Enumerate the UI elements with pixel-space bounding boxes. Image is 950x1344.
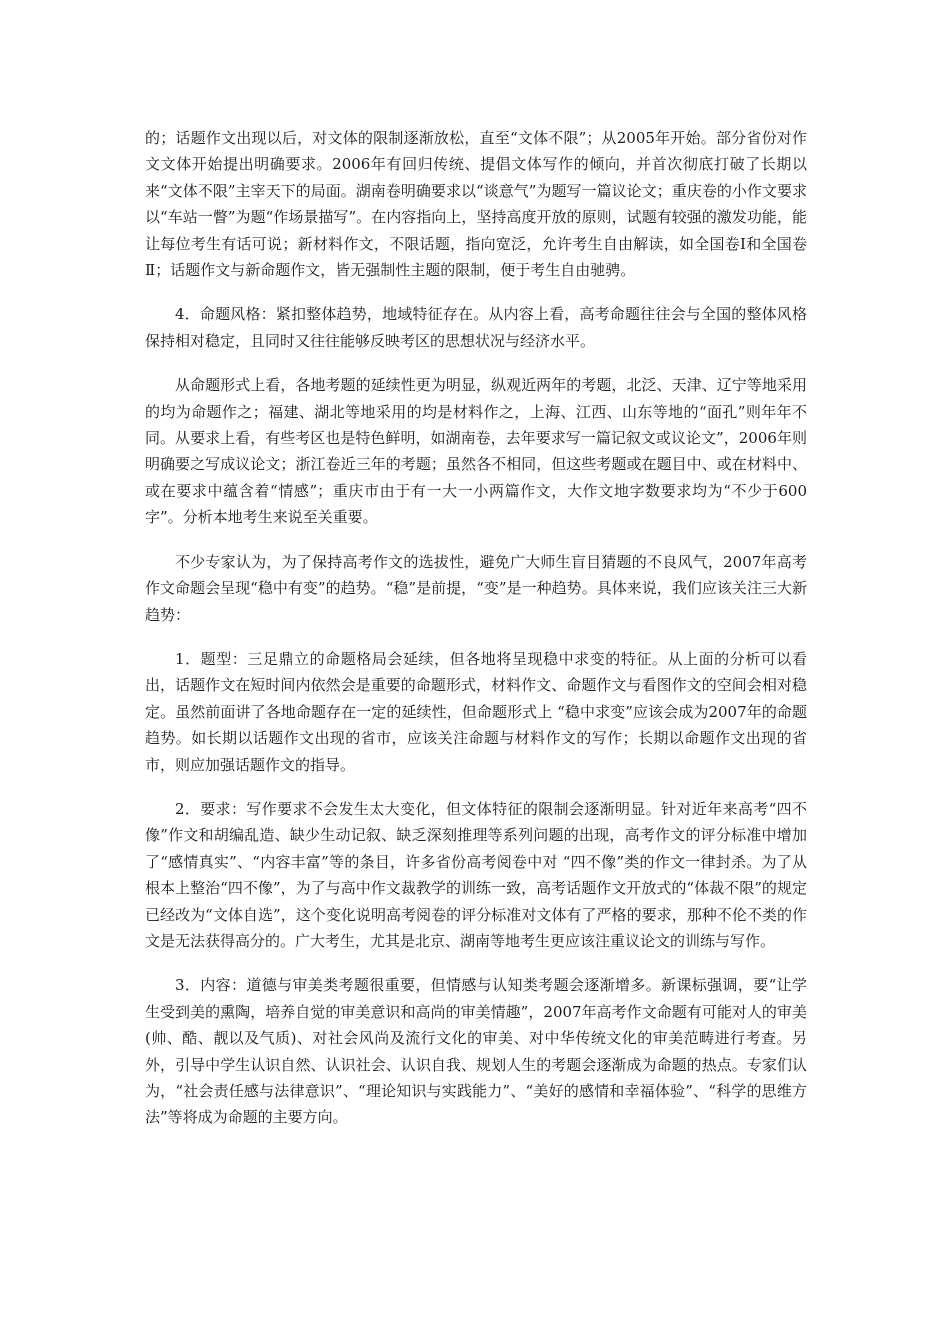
paragraph-trend-requirement: 2．要求：写作要求不会发生太大变化，但文体特征的限制会逐渐明显。针对近年来高考“四不像”作文和胡编乱造、缺少生动记叙、缺乏深刻推理等系列问题的出现，高考作文的评分标准中增加了“感情真实”、“内容丰富”等的条目，许多省份高考阅卷中对 “四不像”类的作文一律封杀。为了从根本上整治“四不像”，为了与高中作文裁教学的训练一致，高考话题作文开放式的“体裁不限”的规定已经改为“文体自选”，这个变化说明高考阅卷的评分标准对文体有了严格的要求，那种不伦不类的作文是无法获得高分的。广大考生，尤其是北京、湖南等地考生更应该注重议论文的训练与写作。 bbox=[145, 799, 807, 950]
paragraph-style-section: 4．命题风格：紧扣整体趋势，地域特征存在。从内容上看，高考命题往往会与全国的整体风格保持相对稳定，且同时又往往能够反映考区的思想状况与经济水平。 bbox=[145, 305, 807, 350]
paragraph-expert-opinion: 不少专家认为，为了保持高考作文的选拔性，避免广大师生盲目猜题的不良风气，2007年高考作文命题会呈现“稳中有变”的趋势。“稳”是前提，“变”是一种趋势。具体来说，我们应该关注三大新趋势： bbox=[145, 552, 807, 624]
paragraph-form-analysis: 从命题形式上看，各地考题的延续性更为明显，纵观近两年的考题，北泛、天津、辽宁等地采用的均为命题作之；福建、湖北等地采用的均是材料作之，上海、江西、山东等地的“面孔”则年年不同。从要求上看，有些考区也是特色鲜明，如湖南卷，去年要求写一篇记叙文或议论文”，2006年则明确要之写成议论文；浙江卷近三年的考题；虽然各不相同，但这些考题或在题目中、或在材料中、或在要求中蕴含着“情感”；重庆市由于有一大一小两篇作文，大作文地字数要求均为“不少于600字”。分析本地考生来说至关重要。 bbox=[145, 376, 807, 527]
paragraph-trend-type: 1．题型：三足鼎立的命题格局会延续，但各地将呈现稳中求变的特征。从上面的分析可以看出，话题作文在短时间内依然会是重要的命题形式，材料作文、命题作文与看图作文的空间会相对稳定。虽然前面讲了各地命题存在一定的延续性，但命题形式上 “稳中求变”应该会成为2007年的命题趋势。如长期以话题作文出现的省市，应该关注命题与材料作文的写作；长期以命题作文出现的省市，则应加强话题作文的指导。 bbox=[145, 649, 807, 774]
document-body bbox=[145, 125, 807, 1149]
paragraph-intro-continuation: 的；话题作文出现以后，对文体的限制逐渐放松，直至“文体不限”；从2005年开始。部分省份对作文文体开始提出明确要求。2006年有回归传统、提倡文体写作的倾向，并首次彻底打破了长期以来“文体不限”主宰天下的局面。湖南卷明确要求以“谈意气”为题写一篇议论文；重庆卷的小作文要求以“车站一瞥”为题“作场景描写”。在内容指向上，坚持高度开放的原则，试题有较强的激发功能，能让每位考生有话可说；新材料作文，不限话题，指向宽泛，允许考生自由解读，如全国卷Ⅰ和全国卷Ⅱ；话题作文与新命题作文，皆无强制性主题的限制，便于考生自由驰骋。 bbox=[145, 129, 807, 280]
paragraph-trend-content: 3．内容：道德与审美类考题很重要，但情感与认知类考题会逐渐增多。新课标强调，要“让学生受到美的熏陶，培养自觉的审美意识和高尚的审美情趣”，2007年高考作文命题有可能对人的审美(帅、酷、靓以及气质)、对社会风尚及流行文化的审美、对中华传统文化的审美范畴进行考查。另外，引导中学生认识自然、认识社会、认识自我、规划人生的考题会逐渐成为命题的热点。专家们认为，“社会责任感与法律意识”、“理论知识与实践能力”、“美好的感情和幸福体验”、“科学的思维方法”等将成为命题的主要方向。 bbox=[145, 976, 807, 1127]
